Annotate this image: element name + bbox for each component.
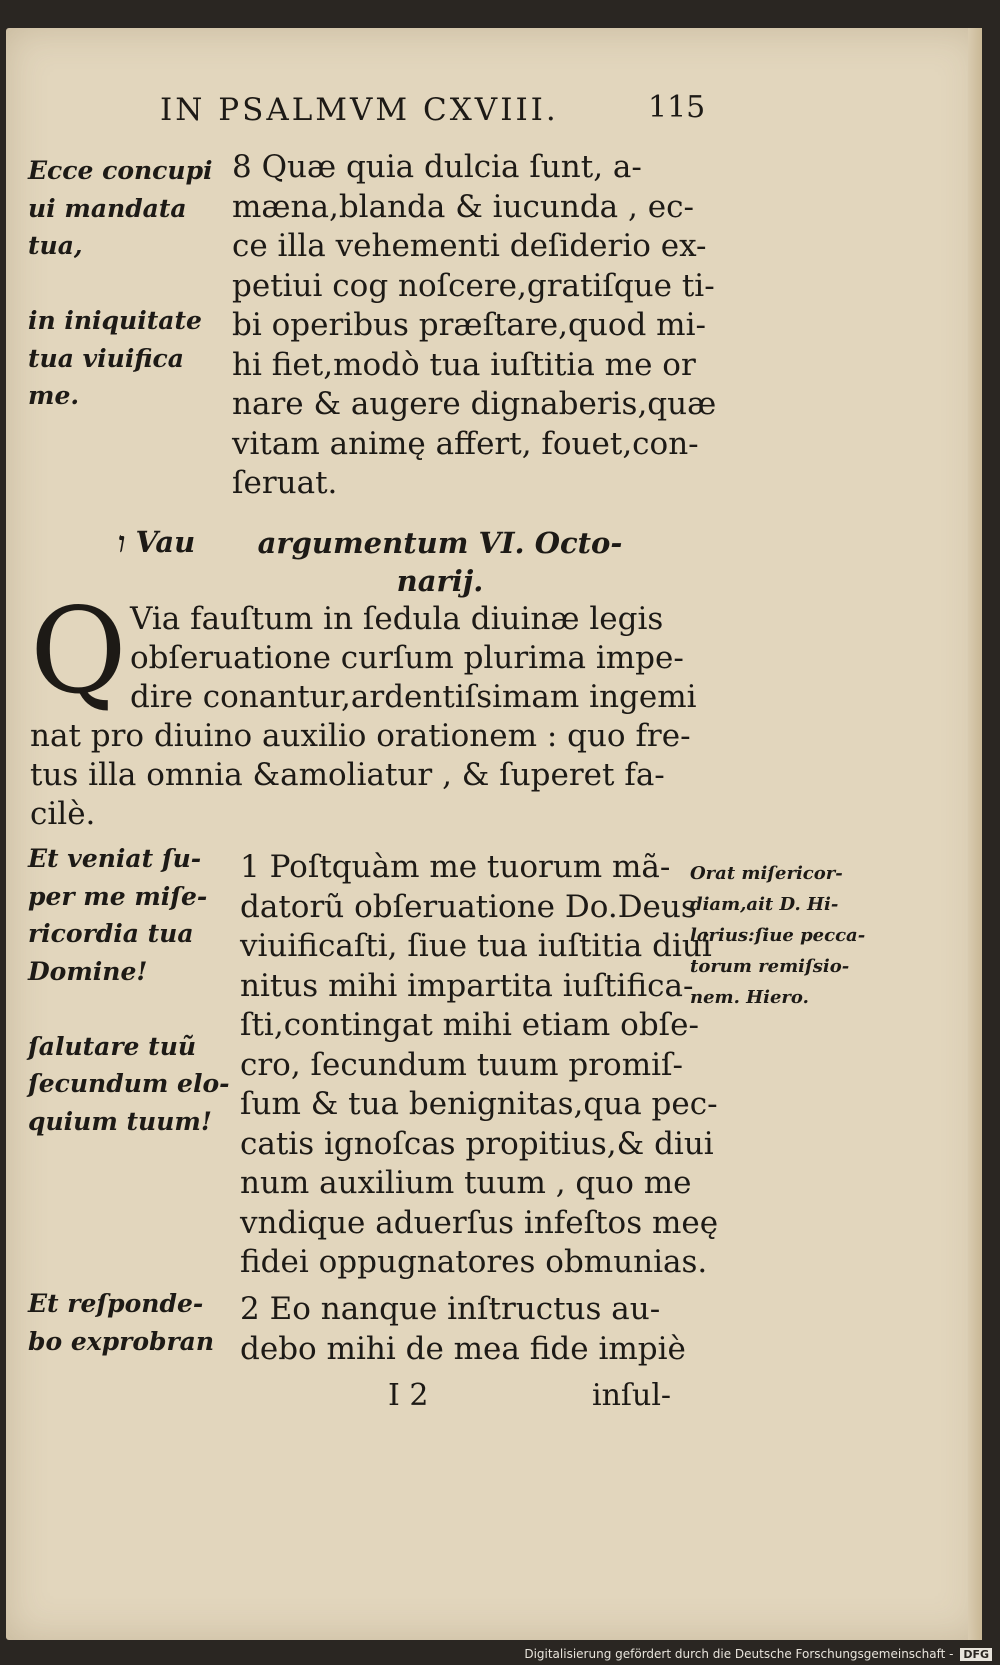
argument-paragraph [30, 600, 697, 834]
margin-line: me. [28, 381, 80, 410]
signature-mark: I 2 [388, 1378, 429, 1413]
body-line: 8 Quæ quia dulcia ſunt, a- [232, 149, 642, 185]
body-line: petiui cog noſcere,gratiſque ti- [232, 267, 715, 304]
margin-line: Et veniat ſu- [28, 844, 202, 873]
margin-line: ricordia tua [28, 919, 194, 948]
margin-line: ſecundum elo- [28, 1069, 230, 1098]
hebrew-letter-heading: ו Vau [118, 525, 196, 559]
note-line: nem. Hiero. [690, 987, 809, 1008]
body-line: catis ignoſcas propitius,& diui [240, 1125, 714, 1162]
argument-line: argumentum VI. Octo- [257, 526, 623, 560]
paragraph-line: cilè. [30, 796, 96, 832]
page-edge [968, 28, 982, 1640]
margin-line: ſalutare tuũ [28, 1031, 197, 1061]
margin-line: tua, [28, 231, 83, 260]
argument-heading [230, 524, 650, 600]
body-line: vndique aduerſus infeſtos meę [240, 1204, 719, 1241]
body-line: ſum & tua benignitas,qua pec- [240, 1086, 718, 1122]
note-line: larius:ſiue pecca- [690, 925, 866, 946]
note-line: Orat miſericor- [690, 863, 843, 884]
body-line: nitus mihi impartita iuſtifica- [240, 967, 694, 1004]
note-line: diam,ait D. Hi- [690, 894, 839, 915]
body-line: num auxilium tuum , quo me [240, 1165, 692, 1201]
margin-line: ui mandata [28, 193, 187, 223]
margin-gloss-section-1 [28, 840, 230, 1140]
body-line: ce illa vehementi deſiderio ex- [232, 228, 707, 264]
folio-number: 115 [648, 90, 706, 125]
catchword: inſul- [592, 1378, 672, 1413]
paragraph-line: nat pro diuino auxilio orationem : quo fre- [30, 718, 691, 754]
margin-line: bo exprobran [28, 1326, 215, 1356]
running-title: IN PSALMVM CXVIII. [160, 92, 559, 128]
argument-line: narij. [396, 564, 484, 598]
margin-line: tua viuifica [28, 343, 184, 373]
body-text-section-2 [240, 1290, 710, 1369]
margin-gloss-section-2 [28, 1285, 214, 1360]
body-line: datorũ obſeruatione Do.Deus [240, 888, 697, 925]
body-line: mæna,blanda & iucunda , ec- [232, 188, 694, 225]
body-line: nare & augere dignaberis,quæ [232, 386, 717, 422]
body-text-section-8 [232, 148, 717, 504]
credit-text: Digitalisierung gefördert durch die Deutsche Forschungsgemeinschaft - [524, 1647, 954, 1661]
margin-line [28, 265, 213, 303]
body-line: bi operibus præſtare,quod mi- [232, 307, 706, 343]
body-line: debo mihi de mea fide impiè [240, 1330, 686, 1367]
body-line: 2 Eo nanque inſtructus au- [240, 1291, 661, 1327]
margin-gloss-section-8 [28, 152, 213, 415]
right-margin-note [690, 858, 865, 1013]
body-line: 1 Poſtquàm me tuorum mã- [240, 849, 671, 885]
margin-line: per me miſe- [28, 881, 208, 911]
body-line: ſeruat. [232, 465, 338, 501]
body-line: viuificaſti, ſiue tua iuſtitia diui [240, 928, 712, 964]
paragraph-line: tus illa omnia &amoliatur , & ſuperet fa- [30, 757, 665, 793]
digitization-credit [524, 1647, 992, 1661]
body-line: cro, ſecundum tuum promiſ- [240, 1046, 683, 1083]
paragraph-line: obſeruatione curſum plurima impe- [130, 640, 684, 676]
body-line: hi fiet,modò tua iuſtitia me or [232, 346, 696, 383]
margin-line: in iniquitate [28, 306, 202, 335]
drop-cap-initial: Q [30, 582, 127, 720]
body-line: fidei oppugnatores obmunias. [240, 1244, 708, 1280]
dfg-logo: DFG [960, 1648, 992, 1661]
margin-line: Et reſponde- [28, 1289, 204, 1318]
margin-line: Domine! [28, 956, 148, 986]
note-line: torum remiſsio- [690, 956, 850, 977]
body-text-section-1 [240, 848, 719, 1283]
body-line: vitam animę affert, fouet,con- [232, 425, 699, 462]
margin-line: quium tuum! [28, 1106, 212, 1136]
paragraph-line: dire conantur,ardentiſsimam ingemi [130, 679, 697, 715]
margin-line [28, 990, 230, 1028]
paragraph-line: Via fauſtum in ſedula diuinæ legis [130, 601, 664, 637]
body-line: ſti,contingat mihi etiam obſe- [240, 1007, 699, 1043]
margin-line: Ecce concupi [28, 156, 213, 185]
